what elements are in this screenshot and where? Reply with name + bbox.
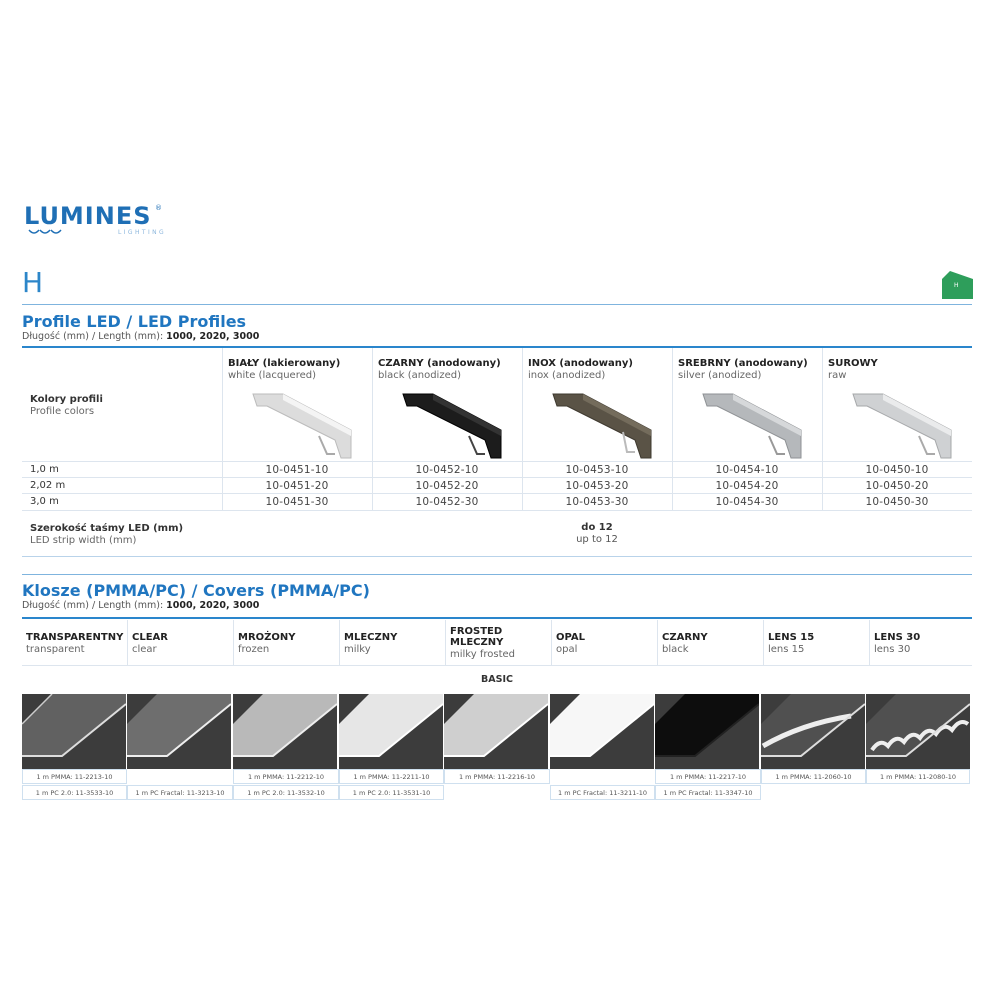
profile-image-white xyxy=(223,392,371,462)
cover-col-milky xyxy=(340,620,445,665)
cover-col-lens30 xyxy=(870,620,972,665)
cover-name-pl: FROSTED xyxy=(450,626,503,637)
cover-name-en: black xyxy=(662,644,689,655)
cover-name-pl: OPAL xyxy=(556,632,586,643)
cover-code: 1 m PMMA: 11-2080-10 xyxy=(866,769,970,784)
profile-col-raw xyxy=(828,358,878,382)
profile-colors-label xyxy=(30,394,103,418)
cover-code: 1 m PMMA: 11-2060-10 xyxy=(761,769,866,784)
cover-image-lens30 xyxy=(866,694,970,769)
cover-image-opal xyxy=(550,694,654,769)
cover-name-en: clear xyxy=(132,644,157,655)
cover-name-pl: TRANSPARENTNY xyxy=(26,632,124,643)
col-name-en: black (anodized) xyxy=(378,370,461,381)
profile-code: 10-0453-20 xyxy=(565,480,629,492)
col-name-pl: SREBRNY (anodowany) xyxy=(678,358,808,369)
cover-col-milky-frosted xyxy=(446,620,551,665)
profile-code: 10-0454-30 xyxy=(715,496,779,508)
strip-width-label-en: LED strip width (mm) xyxy=(30,535,137,546)
profile-col-silver xyxy=(678,358,808,382)
row-divider xyxy=(22,493,972,494)
cover-code: 1 m PC Fractal: 11-3213-10 xyxy=(127,785,233,800)
profile-code: 10-0452-20 xyxy=(415,480,479,492)
profile-image-inox xyxy=(523,392,671,462)
cover-code: 1 m PMMA: 11-2212-10 xyxy=(233,769,339,784)
covers-length-value: 1000, 2020, 3000 xyxy=(166,600,260,611)
profile-code: 10-0450-10 xyxy=(865,464,929,476)
section-letter: H xyxy=(22,266,44,299)
cover-code: 1 m PC 2.0: 11-3532-10 xyxy=(233,785,339,800)
length-row-label: 2,02 m xyxy=(30,480,66,491)
cover-col-black xyxy=(658,620,763,665)
cover-col-clear xyxy=(128,620,233,665)
col-name-pl: INOX (anodowany) xyxy=(528,358,633,369)
cover-code: 1 m PC Fractal: 11-3211-10 xyxy=(550,785,655,800)
profiles-table xyxy=(22,348,972,557)
profile-image-silver xyxy=(673,392,821,462)
covers-table-top-rule xyxy=(22,617,972,619)
col-name-en: inox (anodized) xyxy=(528,370,606,381)
cover-code: 1 m PMMA: 11-2217-10 xyxy=(655,769,761,784)
length-row-label: 1,0 m xyxy=(30,464,59,475)
cover-code: 1 m PMMA: 11-2216-10 xyxy=(444,769,550,784)
profiles-length-value: 1000, 2020, 3000 xyxy=(166,331,260,342)
lumines-logo xyxy=(24,202,167,240)
length-row-label: 3,0 m xyxy=(30,496,59,507)
cover-name-pl: CZARNY xyxy=(662,632,708,643)
cover-name-pl: CLEAR xyxy=(132,632,168,643)
cover-col-transparent xyxy=(22,620,127,665)
cover-name-en: lens 30 xyxy=(874,644,911,655)
strip-width-value-en: up to 12 xyxy=(576,534,618,545)
row-divider xyxy=(22,477,972,478)
cover-name-en: lens 15 xyxy=(768,644,805,655)
col-name-en: raw xyxy=(828,370,847,381)
cover-col-frozen xyxy=(234,620,339,665)
cover-name-pl: MLECZNY xyxy=(344,632,398,643)
profiles-length-label: Długość (mm) / Length (mm): xyxy=(22,331,167,342)
covers-length xyxy=(22,600,259,612)
col-name-pl: BIAŁY (lakierowany) xyxy=(228,358,341,369)
row-divider xyxy=(22,510,972,511)
cover-image-frozen xyxy=(233,694,337,769)
col-name-en: silver (anodized) xyxy=(678,370,762,381)
cover-code: 1 m PC 2.0: 11-3533-10 xyxy=(22,785,127,800)
profile-colors-label-pl: Kolory profili xyxy=(30,394,103,405)
cover-code: 1 m PMMA: 11-2211-10 xyxy=(339,769,444,784)
cover-code: 1 m PMMA: 11-2213-10 xyxy=(22,769,127,784)
profile-code: 10-0451-10 xyxy=(265,464,329,476)
logo-wordmark: LUMINES xyxy=(24,202,152,230)
logo-registered-mark: ® xyxy=(155,204,162,212)
section-badge-icon xyxy=(942,271,973,299)
cover-name-pl: MROŻONY xyxy=(238,632,296,643)
col-name-pl: SUROWY xyxy=(828,358,878,369)
cover-image-clear xyxy=(127,694,231,769)
profile-code: 10-0451-20 xyxy=(265,480,329,492)
cover-name-en: milky xyxy=(344,644,371,655)
cover-image-transparent xyxy=(22,694,126,769)
covers-length-label: Długość (mm) / Length (mm): xyxy=(22,600,167,611)
profile-code: 10-0451-30 xyxy=(265,496,329,508)
cover-image-milky xyxy=(339,694,443,769)
cover-image-milky-frosted xyxy=(444,694,548,769)
profile-col-black xyxy=(378,358,501,382)
profile-code: 10-0453-30 xyxy=(565,496,629,508)
basic-label: BASIC xyxy=(481,674,513,685)
profile-code: 10-0454-10 xyxy=(715,464,779,476)
divider xyxy=(22,574,972,575)
profile-image-black xyxy=(373,392,521,462)
col-name-pl: CZARNY (anodowany) xyxy=(378,358,501,369)
profile-image-raw xyxy=(823,392,971,462)
col-name-en: white (lacquered) xyxy=(228,370,316,381)
cover-image-black xyxy=(655,694,759,769)
strip-width-value-pl: do 12 xyxy=(581,522,613,533)
covers-title: Klosze (PMMA/PC) / Covers (PMMA/PC) xyxy=(22,581,370,600)
logo-wave-icon xyxy=(28,228,62,236)
cover-code: 1 m PC Fractal: 11-3347-10 xyxy=(655,785,761,800)
cover-name-en: transparent xyxy=(26,644,85,655)
cover-col-lens15 xyxy=(764,620,869,665)
profiles-title: Profile LED / LED Profiles xyxy=(22,312,247,331)
cover-image-lens15 xyxy=(761,694,865,769)
profile-code: 10-0452-10 xyxy=(415,464,479,476)
profile-col-inox xyxy=(528,358,633,382)
cover-name-pl: LENS 30 xyxy=(874,632,921,643)
cover-name-en: frozen xyxy=(238,644,270,655)
profile-colors-label-en: Profile colors xyxy=(30,406,95,417)
profile-code: 10-0452-30 xyxy=(415,496,479,508)
strip-width-label xyxy=(30,523,183,547)
divider xyxy=(22,304,972,305)
cover-name-pl: LENS 15 xyxy=(768,632,815,643)
profile-col-white xyxy=(228,358,340,382)
cover-name-pl-line2: MLECZNY xyxy=(450,637,504,648)
cover-code: 1 m PC 2.0: 11-3531-10 xyxy=(339,785,444,800)
section-badge-letter: H xyxy=(954,282,959,289)
profiles-length xyxy=(22,331,259,343)
profile-code: 10-0453-10 xyxy=(565,464,629,476)
profile-code: 10-0450-30 xyxy=(865,496,929,508)
cover-col-opal xyxy=(552,620,657,665)
profile-code: 10-0454-20 xyxy=(715,480,779,492)
cover-name-en: milky frosted xyxy=(450,649,515,660)
covers-header-row xyxy=(22,620,972,666)
profile-code: 10-0450-20 xyxy=(865,480,929,492)
logo-subtitle: LIGHTING xyxy=(118,229,167,236)
cover-name-en: opal xyxy=(556,644,578,655)
strip-width-label-pl: Szerokość taśmy LED (mm) xyxy=(30,523,184,534)
strip-width-value xyxy=(222,522,972,546)
